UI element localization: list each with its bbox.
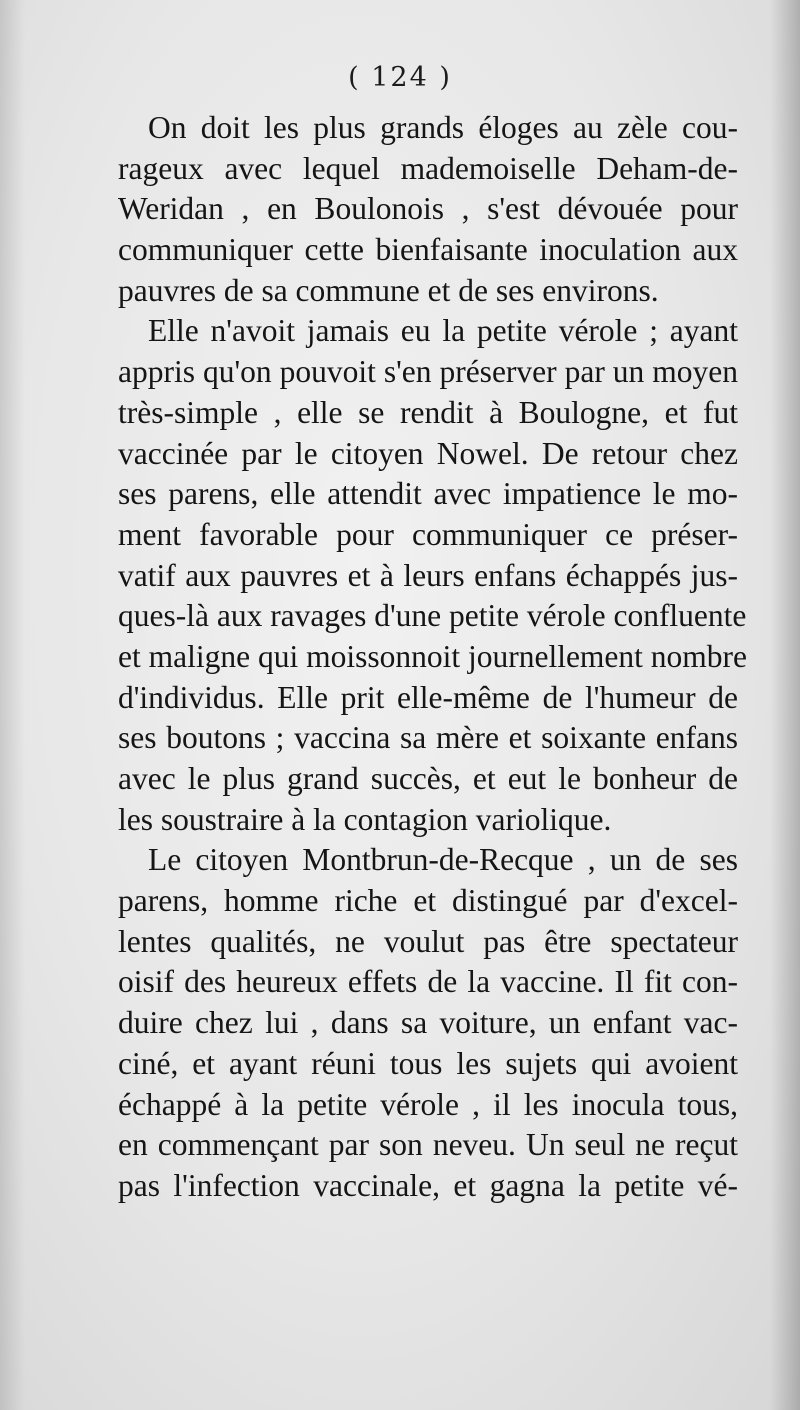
text-line: les soustraire à la contagion variolique. [118,801,612,837]
page-number: ( 124 ) [348,62,452,93]
text-line: lentes qualités, ne voulut pas être spectateur [118,923,738,959]
text-line: rageux avec lequel mademoiselle Deham-de- [118,150,738,186]
text-line: communiquer cette bienfaisante inoculation aux [118,232,738,268]
text-line: vatif aux pauvres et à leurs enfans échappés jus- [118,557,738,593]
body-text [118,108,748,1207]
text-line: appris qu'on pouvoit s'en préserver par un moyen [118,354,738,390]
text-line: oisif des heureux effets de la vaccine. Il fit con- [118,964,738,1000]
text-line: On doit les plus grands éloges au zèle cou- [148,110,738,145]
text-line: ses boutons ; vaccina sa mère et soixante enfans [118,720,738,756]
text-line: ques-là aux ravages d'une petite vérole confluente [118,598,747,634]
text-line: vaccinée par le citoyen Nowel. De retour chez [118,435,738,471]
page-right-shadow [770,0,800,1410]
text-line: en commençant par son neveu. Un seul ne reçut [118,1127,738,1163]
text-line: pas l'infection vaccinale, et gagna la petite vé- [118,1167,738,1203]
text-line: ciné, et ayant réuni tous les sujets qui avoient [118,1045,738,1081]
text-line: duire chez lui , dans sa voiture, un enfant vac- [118,1005,738,1041]
text-line: Elle n'avoit jamais eu la petite vérole ; ayant [148,313,738,349]
text-line: et maligne qui moissonnoit journellement nombre [118,638,748,674]
text-line: parens, homme riche et distingué par d'excel- [118,883,738,919]
page-left-shadow [0,0,25,1410]
text-line: échappé à la petite vérole , il les inocula tous, [118,1086,738,1122]
text-line: ment favorable pour communiquer ce préser- [118,516,738,552]
text-line: Le citoyen Montbrun-de-Recque , un de ses [148,842,738,878]
text-line: ses parens, elle attendit avec impatience le mo- [118,476,738,512]
text-line: avec le plus grand succès, et eut le bonheur de [118,761,738,796]
text-line: pauvres de sa commune et de ses environs. [118,272,659,308]
text-line: Weridan , en Boulonois , s'est dévouée pour [118,191,738,227]
text-line: très-simple , elle se rendit à Boulogne, et fut [118,394,738,430]
text-line: d'individus. Elle prit elle-même de l'humeur de [118,679,738,715]
